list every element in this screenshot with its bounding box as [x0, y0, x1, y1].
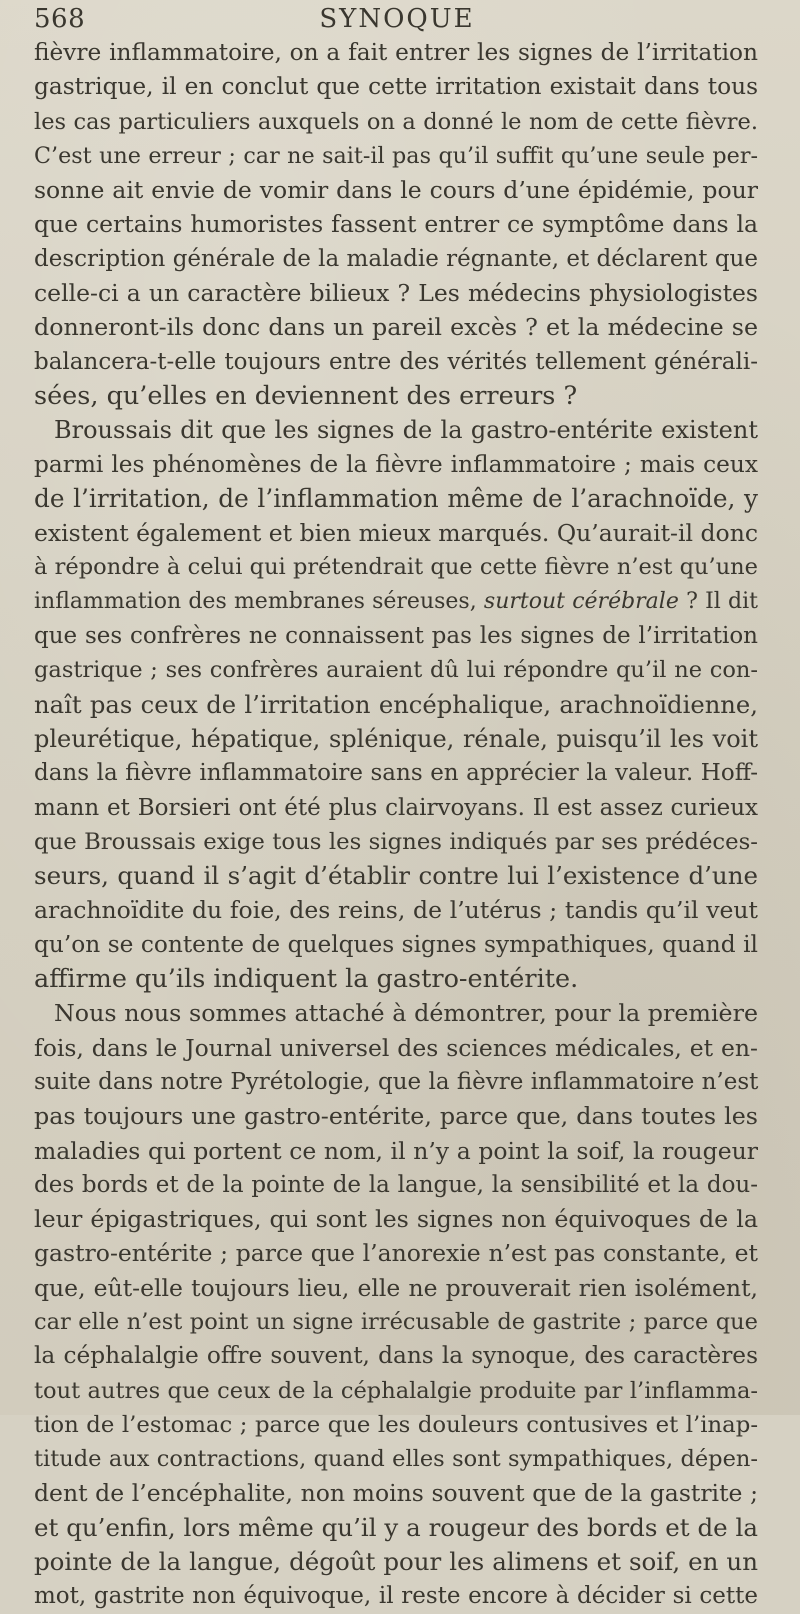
text-line: dans la fièvre inflammatoire sans en apprécier la valeur. Hoff- — [34, 760, 758, 787]
page-header — [34, 4, 760, 38]
text-line: donneront-ils donc dans un pareil excès ? et la médecine se — [34, 313, 758, 342]
text-line: fièvre inflammatoire, on a fait entrer les signes de l’irritation — [34, 39, 758, 66]
text-line: leur épigastriques, qui sont les signes non équivoques de la — [34, 1205, 758, 1234]
text-line: et qu’enfin, lors même qu’il y a rougeur des bords et de la — [34, 1512, 758, 1542]
text-line: celle-ci a un caractère bilieux ? Les médecins physiologistes — [34, 279, 758, 308]
text-line: sonne ait envie de vomir dans le cours d’une épidémie, pour — [34, 176, 758, 205]
text-line: pointe de la langue, dégoût pour les alimens et soif, en un — [34, 1547, 758, 1577]
text-line: que Broussais exige tous les signes indiqués par ses prédéces- — [34, 828, 758, 855]
text-line: parmi les phénomènes de la fièvre inflammatoire ; mais ceux — [34, 450, 758, 478]
text-line: la céphalalgie offre souvent, dans la synoque, des caractères — [34, 1342, 758, 1370]
text-line: naît pas ceux de l’irritation encéphalique, arachnoïdienne, — [34, 689, 758, 719]
text-line: Broussais dit que les signes de la gastro-entérite existent — [54, 416, 758, 445]
text-line: gastrique ; ses confrères auraient dû lui répondre qu’il ne con- — [34, 657, 758, 684]
text-line: les cas particuliers auxquels on a donné le nom de cette fièvre. — [34, 108, 758, 135]
text-line: inflammation des membranes séreuses, surtout cérébrale ? Il dit — [34, 588, 758, 614]
text-line: arachnoïdite du foie, des reins, de l’utérus ; tandis qu’il veut — [34, 896, 758, 925]
body-text — [34, 36, 758, 1614]
text-line: maladies qui portent ce nom, il n’y a point la soif, la rougeur — [34, 1136, 758, 1165]
text-line: car elle n’est point un signe irrécusable de gastrite ; parce que — [34, 1308, 758, 1335]
text-line: que, eût-elle toujours lieu, elle ne prouverait rien isolément, — [34, 1273, 758, 1302]
text-line: gastrique, il en conclut que cette irritation existait dans tous — [34, 73, 758, 101]
text-line: que ses confrères ne connaissent pas les signes de l’irritation — [34, 623, 758, 650]
text-line: à répondre à celui qui prétendrait que cette fièvre n’est qu’une — [34, 554, 758, 581]
text-line: pleurétique, hépatique, splénique, rénale, puisqu’il les voit — [34, 724, 758, 753]
text-line: de l’irritation, de l’inflammation même de l’arachnoïde, y — [34, 483, 758, 513]
text-line: des bords et de la pointe de la langue, la sensibilité et la dou- — [34, 1171, 758, 1198]
text-line: mann et Borsieri ont été plus clairvoyans. Il est assez curieux — [34, 794, 758, 821]
text-line: tion de l’estomac ; parce que les douleurs contusives et l’inap- — [34, 1411, 758, 1438]
text-line: que certains humoristes fassent entrer ce symptôme dans la — [34, 210, 758, 239]
text-line: mot, gastrite non équivoque, il reste encore à décider si cette — [34, 1583, 758, 1610]
text-line: qu’on se contente de quelques signes sympathiques, quand il — [34, 930, 758, 958]
text-line: titude aux contractions, quand elles sont sympathiques, dépen- — [34, 1446, 758, 1473]
text-line: suite dans notre Pyrétologie, que la fièvre inflammatoire n’est — [34, 1068, 759, 1095]
text-line: fois, dans le Journal universel des sciences médicales, et en- — [34, 1033, 758, 1062]
text-line: sées, qu’elles en deviennent des erreurs ? — [34, 380, 578, 411]
page-number: 568 — [34, 4, 86, 34]
text-line: affirme qu’ils indiquent la gastro-entérite. — [34, 964, 579, 995]
text-line: pas toujours une gastro-entérite, parce que, dans toutes les — [34, 1102, 758, 1131]
text-line: balancera-t-elle toujours entre des vérités tellement générali- — [34, 348, 758, 375]
text-line: C’est une erreur ; car ne sait-il pas qu’il suffit qu’une seule per- — [34, 142, 758, 169]
text-line: gastro-entérite ; parce que l’anorexie n’est pas constante, et — [34, 1239, 758, 1268]
text-line: dent de l’encéphalite, non moins souvent que de la gastrite ; — [34, 1479, 758, 1508]
running-head: SYNOQUE — [319, 4, 475, 34]
text-line: Nous nous sommes attaché à démontrer, pour la première — [54, 999, 758, 1028]
text-line: seurs, quand il s’agit d’établir contre lui l’existence d’une — [34, 861, 758, 891]
text-line: existent également et bien mieux marqués. Qu’aurait-il donc — [34, 519, 758, 548]
text-line: description générale de la maladie régnante, et déclarent que — [34, 245, 758, 272]
text-line: tout autres que ceux de la céphalalgie produite par l’inflamma- — [34, 1377, 758, 1404]
